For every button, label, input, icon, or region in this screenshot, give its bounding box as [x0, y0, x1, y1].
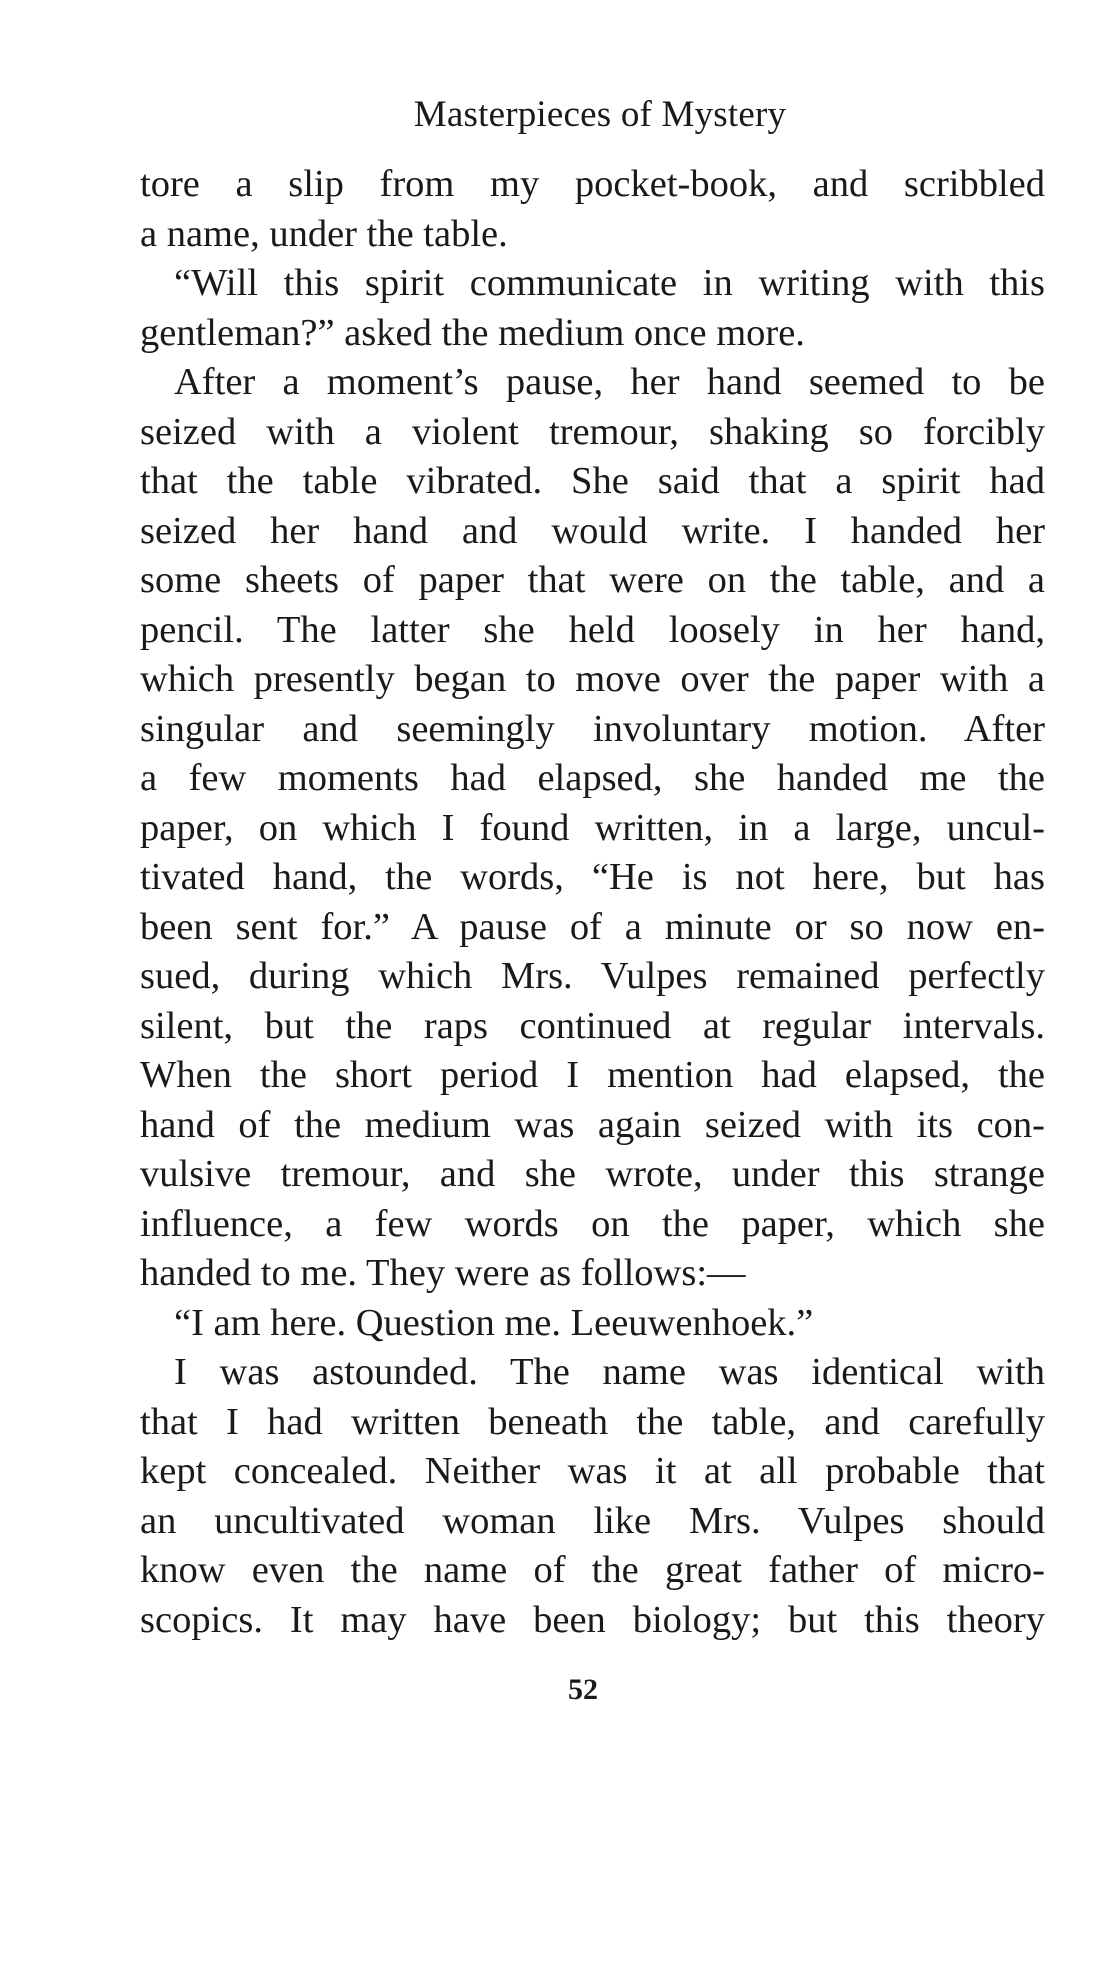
text-line: After a moment’s pause, her hand seemed to be [174, 361, 1045, 403]
text-line: that the table vibrated. She said that a spirit had [140, 460, 1045, 502]
text-line: that I had written beneath the table, and carefully [140, 1400, 1045, 1443]
text-line: sued, during which Mrs. Vulpes remained perfectly [140, 955, 1045, 997]
text-line: an uncultivated woman like Mrs. Vulpes should [140, 1499, 1045, 1542]
text-line: some sheets of paper that were on the table, and a [140, 559, 1045, 601]
text-line: handed to me. They were as follows:— [140, 1252, 746, 1294]
text-line: seized her hand and would write. I handed her [140, 509, 1045, 552]
text-line: singular and seemingly involuntary motion. After [140, 707, 1045, 750]
text-line: silent, but the raps continued at regular intervals. [140, 1004, 1045, 1047]
text-line: seized with a violent tremour, shaking so forcibly [140, 410, 1045, 453]
text-line: which presently began to move over the paper with a [140, 658, 1045, 700]
running-title: Masterpieces of Mystery [413, 94, 787, 135]
text-line: influence, a few words on the paper, which she [140, 1202, 1045, 1245]
text-line: I was astounded. The name was identical with [174, 1351, 1045, 1393]
text-line: kept concealed. Neither was it at all probable that [140, 1450, 1045, 1492]
text-line: scopics. It may have been biology; but this theory [140, 1598, 1045, 1641]
text-line: “Will this spirit communicate in writing with this [174, 262, 1045, 304]
text-line: gentleman?” asked the medium once more. [140, 311, 805, 354]
text-line: a name, under the table. [140, 212, 508, 255]
text-line: hand of the medium was again seized with its con- [140, 1103, 1045, 1146]
text-line: When the short period I mention had elapsed, the [140, 1054, 1045, 1096]
text-line: been sent for.” A pause of a minute or so now en- [140, 905, 1045, 948]
body-text [140, 160, 1045, 1645]
text-line: paper, on which I found written, in a large, uncul- [140, 806, 1045, 849]
text-line: vulsive tremour, and she wrote, under this strange [140, 1153, 1045, 1195]
text-line: a few moments had elapsed, she handed me the [140, 757, 1045, 799]
text-line: “I am here. Question me. Leeuwenhoek.” [174, 1301, 814, 1344]
text-line: pencil. The latter she held loosely in her hand, [140, 608, 1045, 651]
text-line: know even the name of the great father of micro- [140, 1549, 1045, 1591]
page-number: 52 [568, 1673, 598, 1706]
text-line: tore a slip from my pocket-book, and scribbled [140, 163, 1045, 205]
text-line: tivated hand, the words, “He is not here, but has [140, 856, 1045, 898]
